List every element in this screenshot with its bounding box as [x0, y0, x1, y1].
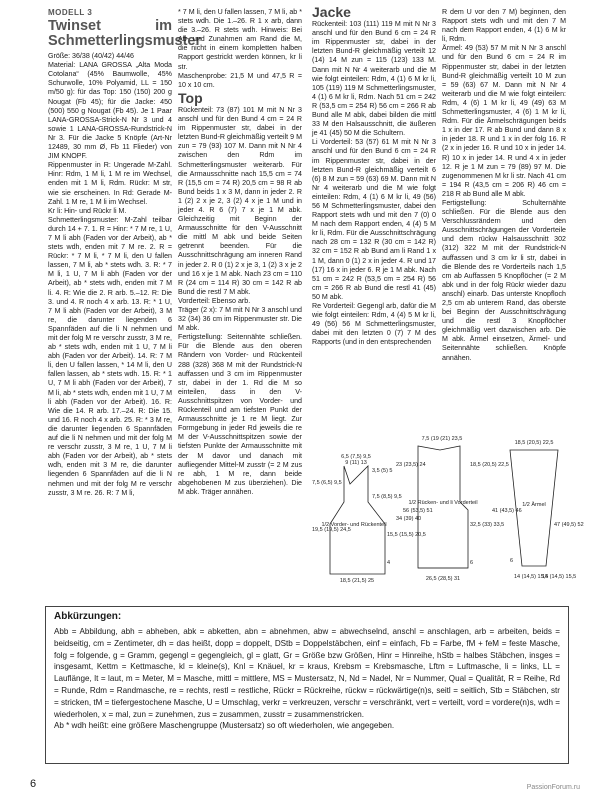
schematic-diagrams	[310, 416, 584, 588]
jacke-back-paragraph: Rückenteil: 103 (111) 119 M mit N Nr 3 anschl und für den Bund 6 cm = 24 R im Rippenmuster str, dabei in der letzten Bund-R gleichmäßig verteilt 12 (14) 14 M zun = 115 (123) 133 M. Dann mit N Nr 4 weiterarb und die M wie folgt einteilen: Rdm, 4 (1) 6 M kr li, 105 (119) 119 M Schmetterlingsmuster, 4 (1) 6 M kr li, Rdm. Nach 51 cm = 242 R (53,5 cm = 254 R) 56 cm = 266 R ab Bund alle M abk, dabei bilden die mittl 33 M den Halsausschnitt, die äußeren je 41 (45) 50 M die Schultern.	[312, 20, 436, 138]
column-4	[442, 8, 566, 363]
sleeve-title: 1/2 Ärmel	[522, 502, 546, 508]
jacke-heading: Jacke	[312, 4, 351, 20]
rib-pattern-paragraph: Rippenmuster in R: Ungerade M-Zahl. Hinr: Rdm, 1 M li, 1 M re im Wechsel, enden mit 1 M li, Rdm. Rückr: M str, wie sie erscheinen. In Rd: Gerade M-Zahl. 1 M re, 1 M li im Wechsel.	[48, 161, 172, 206]
top-back-paragraph: Rückenteil: 73 (87) 101 M mit N Nr 3 anschl und für den Bund 4 cm = 24 R im Rippenmuster str, dabei in der letzten Bund-R gleichmäßig verteilt 9 M zun = 79 (93) 107 M. Dann mit N Nr 4 zwischen den Rdm im Schmetterlingsmuster weiterarb. Für die Armausschnitte nach 15,5 cm = 74 R (15,5 cm = 74 R) 20,5 cm = 98 R ab Bund beids 1 x 3 M, dann in jeder 2. R 1 (2) 2 x je 2, 3 (2) 4 x je 1 M und in jeder 4. R 6 (7) 7 x je 1 M abk. Gleichzeitig mit Beginn der Armausschnitte für den V-Ausschnitt die mittl M abk und beide Seiten getrennt beenden. Für die Ausschnittschrägung am inneren Rand in jeder 2. R 0 (1) 2 x je 3, 1 (2) 3 x je 2 und 16 x je 1 M abk. Nach 23 cm = 110 R (24 cm = 114 R) 30 cm = 142 R ab Bund die restl 7 M abk.	[178, 105, 302, 296]
jacke-finishing-paragraph: Fertigstellung: Schulternähte schließen. Für die Blende aus den Verschlussrändern und den Ausschnittschrägungen der Vorderteile und dem rückw Halsausschnitt 302 (312) 322 M mit der Rundstrick-N auffassen und 3 cm kr li str, dabei in die Blende des re Vorderteils nach 1,5 cm ab Auffassen 5 Knopflöcher (= 2 M abk und in der folg Rückr wieder dazu anschl) einarb. Das unterste Knopfloch 2,5 cm ab unterem Rand, das oberste bei Beginn der Ausschnittschrägung und die restl 3 Knopflöcher gleichmäßig vert dazwischen arb. Die M abk. Ärmel einsetzen, Ärmel- und Seitennähte schließen. Knöpfe annähen.	[442, 198, 566, 362]
jacke-armhole: 18,5 (20,5) 22,5	[470, 462, 509, 468]
top-armhole-side: 7,5 (6,5) 9,5	[312, 480, 342, 486]
sleeve-paragraph: Ärmel: 49 (53) 57 M mit N Nr 3 anschl und für den Bund 6 cm = 24 R im Rippenmuster str, dabei in der letzten Bund-R gleichmäßig verteilt 10 M zun = 59 (63) 67 M. Dann mit N Nr 4 weiterarb und die M wie folgt einteilen: Rdm, 4 (6) 1 M kr li, 49 (49) 63 M Schmetterlingsmuster, 4 (6) 1 M kr li, Rdm. Für die Ärmelschrägungen beids 1 x in der 17. R ab Bund und dann 8 x in jeder 18. R und 1 x in der folg 16. R (2 x in jeder 16. R und 10 x in jeder 14. R) 10 x in jeder 14. R und 4 x in jeder 12. R je 1 M zun = 79 (89) 97 M. Die zugenommenen M kr li str. Nach 41 cm = 194 R (43,5 cm = 206 R) 46 cm = 218 R ab Bund alle M abk.	[442, 44, 566, 198]
page-number: 6	[30, 778, 37, 790]
top-bottom-width: 18,5 (21,5) 25	[339, 578, 375, 584]
top-title: 1/2 Vorder- und Rückenteil	[321, 522, 387, 528]
jacke-left-height: 23 (23,5) 24	[396, 462, 426, 468]
garter-paragraph: Kr li: Hin- und Rückr li M.	[48, 206, 127, 215]
column-1	[48, 8, 202, 498]
gauge-paragraph: Maschenprobe: 21,5 M und 47,5 R = 10 x 10 cm.	[178, 71, 302, 89]
top-neck-top: 6,5 (7,5) 9,5	[341, 454, 371, 460]
page-title: Twinset im Schmetterlingsmuster	[48, 18, 202, 50]
sleeve-schematic	[492, 440, 584, 580]
top-heading: Top	[178, 89, 203, 106]
top-depth: 7,5 (8,5) 9,5	[372, 494, 402, 500]
abbreviations-title: Abkürzungen:	[54, 611, 122, 622]
right-front-continuation: R dem U vor den 7 M) beginnen, den Rapport stets wdh und mit den 7 M nach dem Rapport enden, 4 (1) 6 M kr li, Rdm.	[442, 8, 566, 44]
jacke-bund: 6	[470, 560, 474, 566]
abbreviations-text	[54, 626, 560, 732]
jacke-title: 1/2 Rücken- und li Vorderteil	[408, 500, 478, 506]
top-finishing-paragraph: Fertigstellung: Seitennähte schließen. Für die Blende aus den oberen Rändern von Vorder- und Rückenteil 288 (328) 368 M mit der Rundstrick-N auffassen und 3 cm im Rippenmuster str, dabei in der 1. Rd die M so einteilen, dass in den V-Ausschnittspitzen von Vorder- und Rückenteil und am tiefsten Punkt der Armausschnitte je 1 re M liegt. Zur Formgebung in jeder Rd jeweils die re M der V-Ausschnittspitzen sowie der tiefsten Punkte der Armausschnitte mit der M davor und danach mit aufliegender Mittel-M zusstr (= 2 M zus re abh, 1 M re, dann beide abgehobenen M zus überziehen). Die M abk. Träger annähen.	[178, 333, 302, 496]
column-2	[178, 8, 302, 497]
right-front-paragraph: Re Vorderteil: Gegengl arb, dafür die M wie folgt einteilen: Rdm, 4 (4) 5 M kr li, 49 (56) 56 M Schmetterlingsmuster, dabei mit den letzten 0 (7) 7 M des Rapports (und in den entsprechenden	[312, 302, 436, 347]
top-neck-width: 9 (11) 13	[345, 460, 367, 466]
abbreviations-note: Ab * wdh heißt: eine größere Maschengruppe (Mustersatz) so oft wiederholen, wie angegeben.	[54, 721, 395, 731]
top-schematic	[312, 454, 426, 584]
sleeve-outer-height: 47 (49,5) 52	[554, 522, 584, 528]
left-front-paragraph: Li Vorderteil: 53 (57) 61 M mit N Nr 3 anschl und für den Bund 6 cm = 24 R im Rippenmuster str, dabei in der letzten Bund-R gleichmäßig verteilt 6 (6) 8 M zun = 59 (63) 69 M. Dann mit N Nr 4 weiterarb und die M wie folgt einteilen: Rdm, 4 (1) 6 M kr li, 49 (56) 56 M Schmetterlingsmuster, dabei den Rapport stets wdh und mit den 7 (0) 0 M nach dem Rapport enden, 4 (4) 5 M kr li, Rdm. Für die Ausschnittschrägung nach 28 cm = 132 R (30 cm = 142 R) 32 cm = 152 R ab Bund am li Rand 1 x 1 M, dann 0 (1) 2 x in jeder 4. R und 17 (17) 16 x in jeder 6. R je 1 M abk. Nach 51 cm = 242 R (53,5 cm = 254 R) 56 cm = 266 R ab Bund die restl 41 (45) 50 M abk.	[312, 138, 436, 301]
watermark: PassionForum.ru	[526, 784, 580, 791]
column-3	[312, 4, 436, 347]
schematics-svg	[310, 416, 584, 588]
top-shoulder-side: 3,5 (5) 5	[372, 468, 393, 474]
straps-paragraph: Träger (2 x): 7 M mit N Nr 3 anschl und 32 (34) 36 cm im Rippenmuster str. Die M abk.	[178, 306, 302, 333]
jacke-total: 56 (53,5) 51	[403, 508, 433, 514]
sleeve-bottom-a: 14 (14,5) 15,5	[514, 574, 549, 580]
top-side-height-right: 15,5 (15,5) 20,5	[387, 532, 426, 538]
sleeve-inner-height: 41 (43,5) 46	[492, 508, 522, 514]
sleeve-bund: 6	[510, 558, 514, 564]
top-bund: 4	[387, 560, 391, 566]
top-total-height: 34 (39) 40	[396, 516, 422, 522]
jacke-top-width: 7,5 (19 (21) 23,5	[421, 436, 463, 442]
size-paragraph: Größe: 36/38 (40/42) 44/46	[48, 52, 134, 61]
pattern-continuation: * 7 M li, den U fallen lassen, 7 M li, ab * stets wdh. Die 1.–26. R 1 x arb, dann die 3.–26. R stets wdh. Hinweis: Bei Ab- und Zunahmen am Rand die M, die nicht in einem kompletten halben Rapport gestrickt werden können, kr li str.	[178, 8, 302, 71]
sleeve-top-width: 18,5 (20,5) 22,5	[514, 440, 554, 446]
model-label: MODELL 3	[48, 8, 93, 17]
jacke-side: 32,5 (33) 33,5	[470, 522, 505, 528]
sleeve-bottom-b: 14 (14,5) 15,5	[542, 574, 577, 580]
material-paragraph: Material: LANA GROSSA „Alta Moda Cotolana“ (45% Baumwolle, 45% Schurwolle, 10% Polyamid, LL = 150 m/50 g): für das Top: 150 (150) 200 g Nougat (Fb 45); für die Jacke: 450 (500) 550 g Nougat (Fb 45). Je 1 Paar LANA-GROSSA-Strick-N Nr 3 und 4 sowie 1 LANA-GROSSA-Rundstrick-N Nr 3. Für die Jacke 5 Knöpfe (Art-Nr 12489, 30 mm Ø, Fb 11 Flieder) von JIM KNOPF.	[48, 61, 172, 161]
abbreviations-list: Abb = Abbildung, abh = abheben, abk = abketten, abn = abnehmen, abw = abwechselnd, anschl = anschlagen, arb = arbeiten, beids = beidseitig, cm = Zentimeter, dh = das heißt, dopp = doppelt, DStb = Doppelstäbchen, einf = einfach, Fb = Farbe, fM + feM = feste Masche, folg = folgende, g = Gramm, gegengl = gegengleich, gl = glatt, Gr = Größe bzw Größen, Hinr = Hinreihe, hStb = halbes Stäbchen, insges = insgesamt, Kettm = Kettmasche, kl = kleine(s), Knl = Knäuel, kr = kraus, Krebsm = Krebsmasche, Lftm = Luftmasche, li = links, LL = Lauflänge, lt = laut, m = Meter, M = Masche, mittl = mittlere, MS = Mustersatz, N, Nd = Nadel, Nr = Nummer, Qual = Qualität, R = Reihe, Rd = Runde, Rdm = Randmasche, re = rechts, restl = restliche, Rückr = Rückreihe, rückw = rückwärtige(n)s, seitl = seitlich, Stb = Stäbchen, str = stricken, tM = tiefergestochene Masche, U = Umschlag, verkr = verkreuzen, verschr = verschränkt, vert = verteilt, vord = vordere(n)s, wdh = wiederholen, x = mal, zun = zunehmen, zus = zusammen, zusstr = zusammenstricken.	[54, 627, 560, 719]
butterfly-pattern-paragraph: Schmetterlingsmuster: M-Zahl teilbar durch 14 + 7. 1. R = Hinr: * 7 M re, 1 U, 7 M li abh (Faden vor der Arbeit), ab * stets wdh, enden mit 7 M re. 2. R = Rückr: * 7 M li, * 7 M li, den U fallen lassen, 7 M li, ab * stets wdh. 3. R: * 7 M li, 1 U, 7 M li abh (Faden vor der Arbeit), ab * stets wdh, enden mit 7 M li. 4. R: Wie die 2. R arb. 5.–12. R: Die 3. und 4. R noch 4 x arb. 13. R: * 1 U, 7 M li abh (Faden vor der Arbeit), 3 M re, die darunter liegenden 6 Spannfäden auf die li N nehmen und mit der folg M re verschr zusstr, 3 M re, ab * stets wdh, enden mit 1 U, 7 M li abh (Faden vor der Arbeit). 14. R: 7 M li, den U fallen lassen, * 14 M li, den U fallen lassen, ab * stets wdh. 15. R: * 1 U, 7 M li abh (Faden vor der Arbeit), 7 M li, ab * stets wdh, enden mit 1 U, 7 M li abh (Faden vor der Arbeit). 16. R: Wie die 14. R arb. 17.–24. R: Die 15. und 16. R noch 4 x arb. 25. R: * 3 M re, die darunter liegenden 6 Spannfäden auf die li N nehmen und mit der folg M re verschr zusstr, 3 M re, 1 U, 7 M li abh (Faden vor der Arbeit), ab * stets wdh, enden mit 3 M re, die darunter liegenden 6 Spannfäden auf die li N nehmen und mit der folg M re verschr zusstr, 3 M re. 26. R: 7 M li,	[48, 215, 172, 497]
abbreviations-box	[45, 606, 569, 764]
jacke-bottom-width: 26,5 (28,5) 31	[425, 576, 461, 582]
top-front-paragraph: Vorderteil: Ebenso arb.	[178, 296, 251, 305]
top-side-height: 19,5 (19,5) 24,5	[312, 527, 351, 533]
